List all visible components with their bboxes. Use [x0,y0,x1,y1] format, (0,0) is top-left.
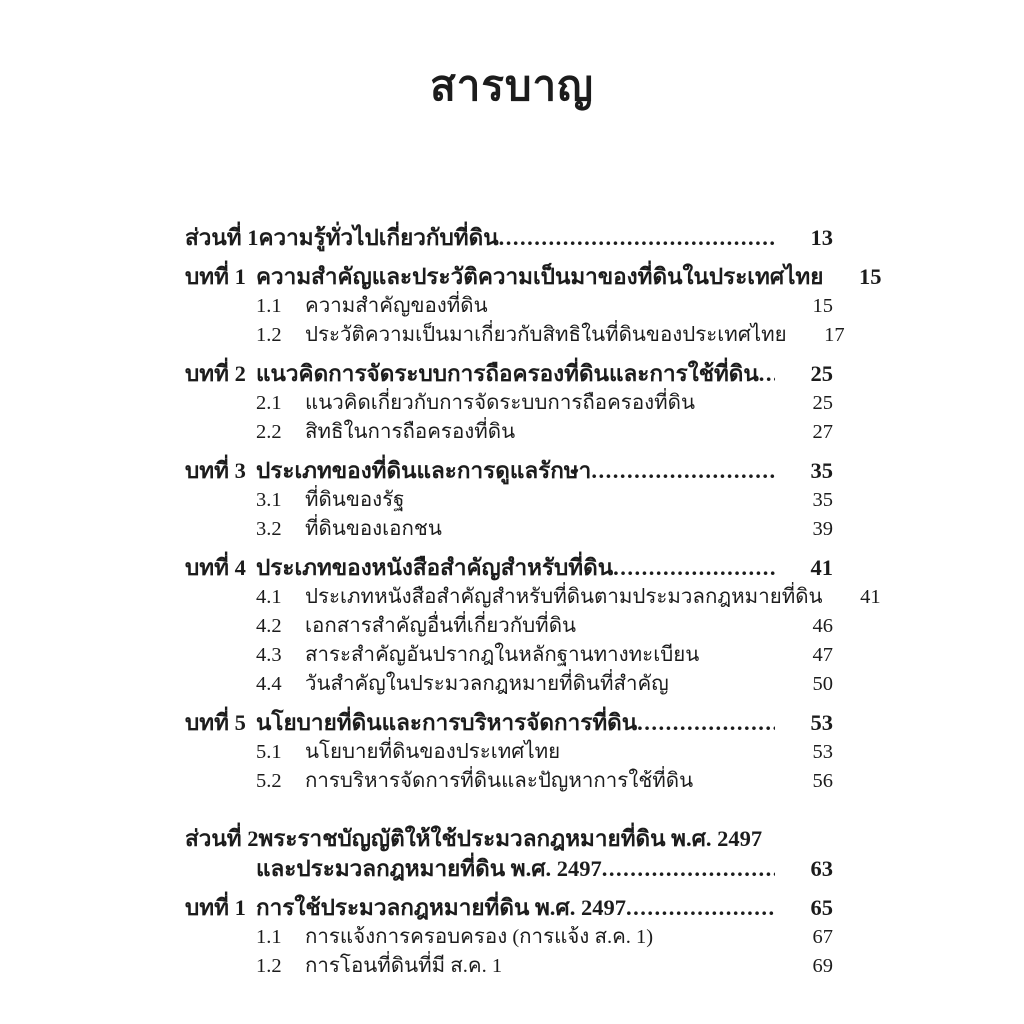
page-number: 67 [812,926,833,948]
row-label: บทที่ 4 [185,555,246,580]
toc-row [185,223,833,253]
row-label: 1.2 [256,324,282,346]
row-label: ส่วนที่ 1 [185,225,259,250]
toc-row [185,359,833,389]
row-title: เอกสารสำคัญอื่นที่เกี่ยวกับที่ดิน [305,615,577,637]
page-number: 25 [812,392,833,414]
page-number: 35 [812,489,833,511]
page-number: 17 [824,324,845,346]
row-title: นโยบายที่ดินของประเทศไทย [305,741,561,763]
toc-row [185,708,833,738]
toc-row [185,893,833,923]
row-label: 4.1 [256,586,282,608]
page-number: 65 [810,895,833,920]
row-label: 4.2 [256,615,282,637]
row-label: บทที่ 1 [185,264,246,289]
dot-leader [591,456,775,486]
dot-leader [499,223,775,253]
row-title: การโอนที่ดินที่มี ส.ค. 1 [305,955,503,977]
page-number: 46 [812,615,833,637]
row-title: ประเภทหนังสือสำคัญสำหรับที่ดินตามประมวลกฎหมายที่ดิน [305,586,823,608]
page-number: 53 [810,710,833,735]
row-label: 4.3 [256,644,282,666]
row-title: สาระสำคัญอันปรากฎในหลักฐานทางทะเบียน [305,644,700,666]
toc-row [185,456,833,486]
row-title: แนวคิดเกี่ยวกับการจัดระบบการถือครองที่ดิน [305,392,695,414]
row-label: บทที่ 5 [185,710,246,735]
page-number: 69 [812,955,833,977]
row-label: 1.1 [256,295,282,317]
toc-row [185,670,833,699]
toc-row [185,923,833,952]
row-title: นโยบายที่ดินและการบริหารจัดการที่ดิน [256,710,638,735]
dot-leader [637,708,775,738]
toc-row [185,515,833,544]
dot-leader [602,854,775,884]
row-label: ส่วนที่ 2 [185,826,259,851]
row-title: แนวคิดการจัดระบบการถือครองที่ดินและการใช้ที่ดิน [256,361,759,386]
row-title: ความรู้ทั่วไปเกี่ยวกับที่ดิน [258,225,499,250]
toc [185,223,882,981]
toc-row [185,262,882,292]
toc-row [185,738,833,767]
row-title: สิทธิในการถือครองที่ดิน [305,421,516,443]
toc-row [185,418,833,447]
row-title: ประวัติความเป็นมาเกี่ยวกับสิทธิในที่ดินของประเทศไทย [305,324,787,346]
row-title: ที่ดินของรัฐ [305,489,405,511]
row-label: 1.1 [256,926,282,948]
row-title: ความสำคัญและประวัติความเป็นมาของที่ดินในประเทศไทย [256,264,824,289]
row-title: วันสำคัญในประมวลกฎหมายที่ดินที่สำคัญ [305,673,669,695]
row-label: 4.4 [256,673,282,695]
row-label: บทที่ 3 [185,458,246,483]
page-number: 25 [810,361,833,386]
row-title: และประมวลกฎหมายที่ดิน พ.ศ. 2497 [256,856,602,881]
dot-leader [626,893,775,923]
page-number: 41 [810,555,833,580]
row-label: 1.2 [256,955,282,977]
row-title: ประเภทของหนังสือสำคัญสำหรับที่ดิน [256,555,614,580]
row-title: การบริหารจัดการที่ดินและปัญหาการใช้ที่ดิน [305,770,694,792]
toc-row [185,583,881,612]
row-title: ที่ดินของเอกชน [305,518,442,540]
toc-row [185,767,833,796]
page-number: 15 [812,295,833,317]
page-number: 15 [858,264,882,289]
toc-row [185,389,833,418]
dot-leader [759,359,775,389]
page-number: 13 [810,225,833,250]
page-number: 41 [860,586,881,608]
toc-row [185,612,833,641]
row-title: ประเภทของที่ดินและการดูแลรักษา [256,458,592,483]
toc-row [185,854,833,884]
page-number: 39 [812,518,833,540]
page-number: 63 [810,856,833,881]
row-title: พระราชบัญญัติให้ใช้ประมวลกฎหมายที่ดิน พ.ศ. 2497 [258,826,763,851]
toc-row [185,321,845,350]
row-label: บทที่ 2 [185,361,246,386]
page-number: 56 [812,770,833,792]
row-title: ความสำคัญของที่ดิน [305,295,488,317]
toc-row [185,486,833,515]
toc-row [185,824,833,854]
toc-row [185,553,833,583]
page-number: 47 [812,644,833,666]
row-title: การใช้ประมวลกฎหมายที่ดิน พ.ศ. 2497 [256,895,626,920]
page-title: สารบาญ [430,64,594,110]
dot-leader [613,553,775,583]
page-number: 53 [812,741,833,763]
toc-row [185,952,833,981]
row-label: 3.2 [256,518,282,540]
page-number: 27 [812,421,833,443]
toc-row [185,292,833,321]
row-label: 3.1 [256,489,282,511]
page-number: 35 [810,458,833,483]
row-label: 5.2 [256,770,282,792]
row-label: บทที่ 1 [185,895,246,920]
row-label: 2.2 [256,421,282,443]
row-title: การแจ้งการครอบครอง (การแจ้ง ส.ค. 1) [305,926,654,948]
toc-row [185,641,833,670]
row-label: 5.1 [256,741,282,763]
page-number: 50 [812,673,833,695]
row-label: 2.1 [256,392,282,414]
